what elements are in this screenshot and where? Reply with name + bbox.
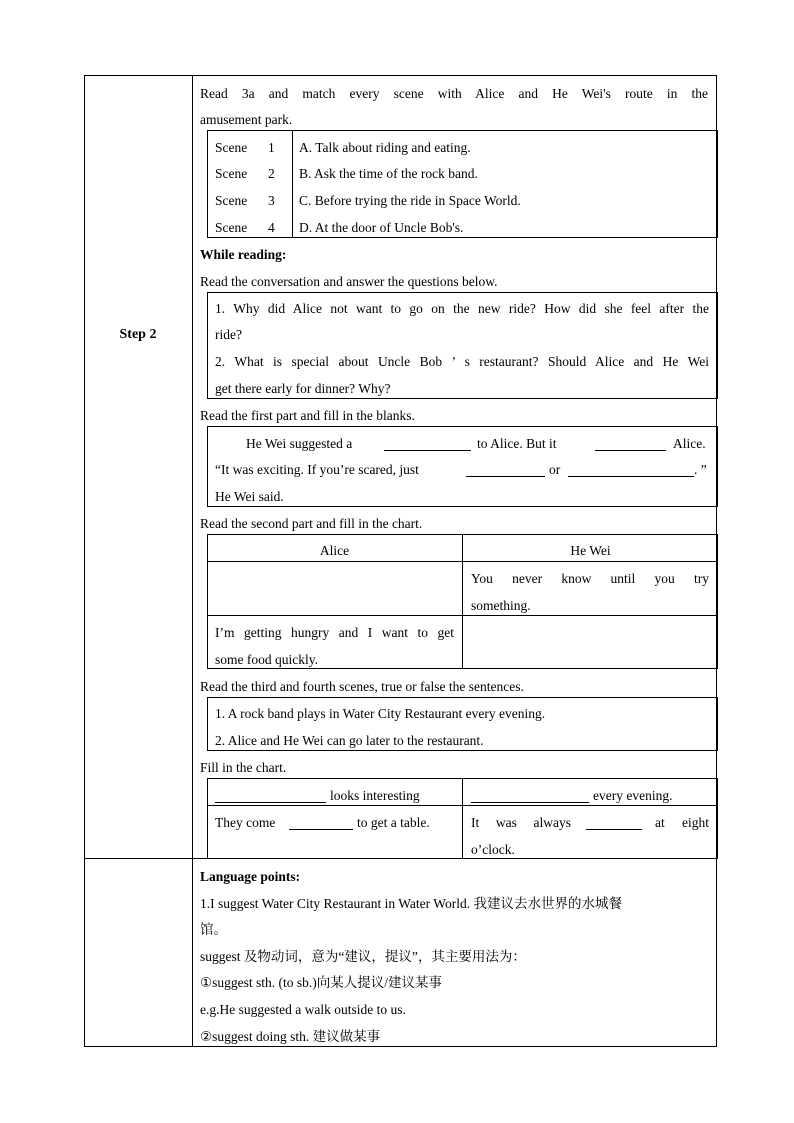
part1-blank-3[interactable] bbox=[466, 463, 545, 477]
part1-line3: He Wei said. bbox=[215, 489, 284, 504]
fill-chart-blank-4[interactable] bbox=[586, 816, 642, 830]
fill-chart-cell-4a-text: It was always bbox=[471, 815, 571, 830]
question-2-line2: get there early for dinner? Why? bbox=[215, 381, 391, 396]
scene-num-1: 1 bbox=[268, 140, 275, 155]
language-usage-2: ②suggest doing sth. 建议做某事 bbox=[200, 1029, 381, 1044]
fill-chart-cell-4c: o’clock. bbox=[471, 842, 515, 857]
language-example-1: e.g.He suggested a walk outside to us. bbox=[200, 1002, 406, 1017]
part1-line1-b: to Alice. But it bbox=[477, 436, 557, 451]
part3-instruction: Read the third and fourth scenes, true or false the sentences. bbox=[200, 679, 524, 694]
part3-sentence-1: 1. A rock band plays in Water City Restaurant every evening. bbox=[215, 706, 546, 721]
fill-chart-blank-3[interactable] bbox=[289, 816, 353, 830]
fill-chart-cell-4b: at eight bbox=[655, 815, 709, 830]
language-point-1-line2: 馆。 bbox=[200, 922, 227, 937]
read3a-line2: amusement park. bbox=[200, 112, 293, 127]
language-points-title: Language points: bbox=[200, 869, 301, 884]
fill-chart-cell-3a: They come bbox=[215, 815, 276, 830]
part3-sentence-2: 2. Alice and He Wei can go later to the restaurant. bbox=[215, 733, 484, 748]
part2-header-alice: Alice bbox=[319, 543, 350, 558]
part2-r2-alice-line2: some food quickly. bbox=[215, 652, 318, 667]
part2-r1-hewei-line1: You never know until you try bbox=[471, 571, 709, 586]
fill-chart-col-divider bbox=[462, 778, 463, 859]
fill-chart-cell-3b: to get a table. bbox=[357, 815, 430, 830]
part2-chart-row-divider-1 bbox=[207, 561, 718, 562]
while-reading-title: While reading: bbox=[200, 247, 287, 262]
scene-label-1: Scene bbox=[215, 140, 248, 155]
scene-num-3: 3 bbox=[268, 193, 275, 208]
column-divider bbox=[192, 75, 193, 1047]
while-reading-instruction: Read the conversation and answer the questions below. bbox=[200, 274, 498, 289]
fill-chart-instruction: Fill in the chart. bbox=[200, 760, 287, 775]
scene-desc-4: D. At the door of Uncle Bob's. bbox=[299, 220, 464, 235]
fill-chart-row-divider bbox=[207, 805, 718, 806]
part1-line2-b: or bbox=[549, 462, 561, 477]
part1-line2-a: “It was exciting. If you’re scared, just bbox=[215, 462, 419, 477]
language-suggest-usage: suggest 及物动词，意为“建议，提议”，其主要用法为： bbox=[200, 949, 526, 964]
part2-chart-row-divider-2 bbox=[207, 615, 718, 616]
scene-label-2: Scene bbox=[215, 166, 248, 181]
part1-blank-1[interactable] bbox=[384, 437, 471, 451]
part1-line1-a: He Wei suggested a bbox=[246, 436, 353, 451]
question-2-line1: 2. What is special about Uncle Bob ’ s restaurant? Should Alice and He Wei bbox=[215, 354, 709, 369]
part1-instruction: Read the first part and fill in the blanks. bbox=[200, 408, 415, 423]
step-label: Step 2 bbox=[119, 327, 157, 342]
question-1-line1: 1. Why did Alice not want to go on the new ride? How did she feel after the bbox=[215, 301, 709, 316]
scene-desc-3: C. Before trying the ride in Space World. bbox=[299, 193, 521, 208]
fill-chart-blank-2[interactable] bbox=[471, 789, 589, 803]
scene-desc-2: B. Ask the time of the rock band. bbox=[299, 166, 478, 181]
part2-instruction: Read the second part and fill in the chart. bbox=[200, 516, 423, 531]
part2-r1-hewei-line2: something. bbox=[471, 598, 531, 613]
fill-chart-blank-1[interactable] bbox=[215, 789, 326, 803]
fill-chart-cell-4a bbox=[471, 814, 571, 832]
language-point-1-line1: 1.I suggest Water City Restaurant in Water World. 我建议去水世界的水城餐 bbox=[200, 896, 622, 911]
part1-line1-c: Alice. bbox=[673, 436, 706, 451]
scene-num-4: 4 bbox=[268, 220, 275, 235]
fill-chart-cell-2: every evening. bbox=[593, 788, 673, 803]
read3a-line1: Read 3a and match every scene with Alice and He Wei's route in the bbox=[200, 86, 708, 101]
part1-blank-4[interactable] bbox=[568, 463, 694, 477]
scene-num-2: 2 bbox=[268, 166, 275, 181]
scene-label-4: Scene bbox=[215, 220, 248, 235]
part1-line2-c: . ” bbox=[694, 462, 707, 477]
scene-table-divider bbox=[292, 130, 293, 238]
scene-desc-1: A. Talk about riding and eating. bbox=[299, 140, 471, 155]
part2-r2-alice-line1: I’m getting hungry and I want to get bbox=[215, 625, 454, 640]
part1-blank-2[interactable] bbox=[595, 437, 666, 451]
question-1-line2: ride? bbox=[215, 327, 242, 342]
part2-header-hewei: He Wei bbox=[570, 543, 611, 558]
fill-chart-cell-1: looks interesting bbox=[330, 788, 420, 803]
scene-label-3: Scene bbox=[215, 193, 248, 208]
language-usage-1: ①suggest sth. (to sb.)向某人提议/建议某事 bbox=[200, 975, 442, 990]
